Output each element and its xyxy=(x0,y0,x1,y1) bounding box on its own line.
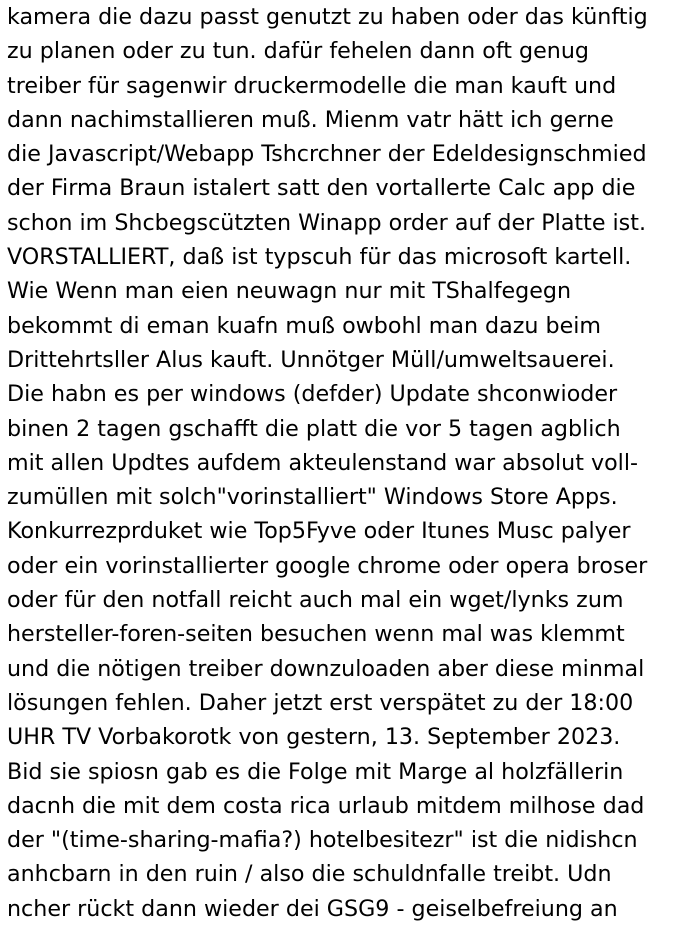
text-line: dacnh die mit dem costa rica urlaub mitdem milhose dad xyxy=(7,792,645,819)
text-line: dann nachimstallieren muß. Mienm vatr hätt ich gerne xyxy=(7,106,614,133)
text-line: mit allen Updtes aufdem akteulenstand war absolut voll- xyxy=(7,449,639,476)
text-line: binen 2 tagen gschafft die platt die vor 5 tagen agblich xyxy=(7,415,621,442)
text-line: zumüllen mit solch"vorinstalliert" Windows Store Apps. xyxy=(7,484,618,511)
text-line: VORSTALLIERT, daß ist typscuh für das microsoft kartell. xyxy=(7,244,632,271)
text-line: bekommt di eman kuafn muß owbohl man dazu beim xyxy=(7,312,602,339)
text-line: Konkurrezprduket wie Top5Fyve oder Itunes Musc palyer xyxy=(7,518,631,545)
text-line: Drittehrtsller Alus kauft. Unnötger Müll/umweltsauerei. xyxy=(7,346,615,373)
document-body xyxy=(7,0,683,926)
text-line: lösungen fehlen. Daher jetzt erst verspätet zu der 18:00 xyxy=(7,689,634,716)
text-line: kamera die dazu passt genutzt zu haben oder das künftig xyxy=(7,4,648,30)
text-line: der Firma Braun istalert satt den vortallerte Calc app die xyxy=(7,175,636,202)
text-line: UHR TV Vorbakorotk von gestern, 13. September 2023. xyxy=(7,724,621,751)
text-line: der "(time-sharing-mafia?) hotelbesitezr" ist die nidishcn xyxy=(7,827,638,854)
text-line: oder für den notfall reicht auch mal ein wget/lynks zum xyxy=(7,587,624,614)
text-line: anhcbarn in den ruin / also die schuldnfalle treibt. Udn xyxy=(7,861,612,888)
text-line: hersteller-foren-seiten besuchen wenn mal was klemmt xyxy=(7,621,625,648)
text-line: und die nötigen treiber downzuloaden aber diese minmal xyxy=(7,655,645,682)
text-line: Wie Wenn man eien neuwagn nur mit TShalfegegn xyxy=(7,278,572,305)
text-line: treiber für sagenwir druckermodelle die man kauft und xyxy=(7,72,617,99)
text-line: zu planen oder zu tun. dafür fehelen dann oft genug xyxy=(7,38,589,65)
text-line: die Javascript/Webapp Tshcrchner der Edeldesignschmied xyxy=(7,141,647,168)
text-line: ncher rückt dann wieder dei GSG9 - geiselbefreiung an xyxy=(7,895,618,922)
text-line: schon im Shcbegscützten Winapp order auf der Platte ist. xyxy=(7,209,646,236)
text-line: Die habn es per windows (defder) Update shconwioder xyxy=(7,381,618,408)
text-line: oder ein vorinstallierter google chrome oder opera broser xyxy=(7,552,648,579)
text-line: Bid sie spiosn gab es die Folge mit Marge al holzfällerin xyxy=(7,758,624,785)
